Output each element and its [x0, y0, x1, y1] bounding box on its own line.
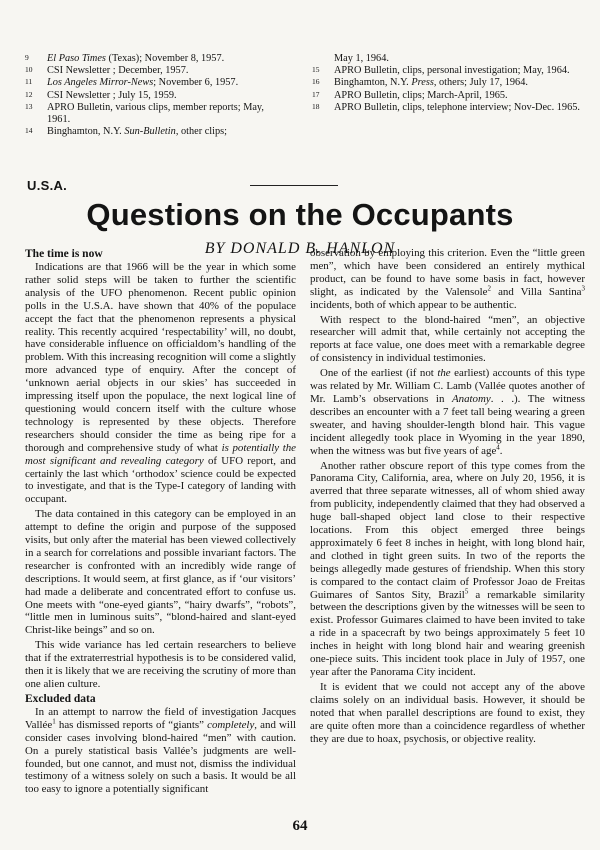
- article-byline: BY DONALD B. HANLON: [204, 240, 396, 257]
- subheading-time-is-now: The time is now: [25, 248, 103, 260]
- paragraph: The data contained in this category can be employed in an attempt to define the origin and purpose of the supposed visits, but only after the material has been viewed collectively in a search for correlations and possible invariant factors. The researcher is confronted with an incredibly wide range of descriptions. It would seem, at first glance, as if ‘our visitors’ had made a deliberate and concentrated effort to confuse us. One meets with “one-eyed giants”, “hairy dwarfs”, “robots”, “little men in luminous suits”, “blond-haired and slant-eyed Christ-like beings” and so on.: [25, 508, 296, 637]
- paragraph: observation by employing this criterion. Even the “little green men”, which have been considered an entirely mythical product, can be found to have some basis in fact, however slight, as indicated by the Valensole$^2$ and Villa Santina$^3$ incidents, both of which appear to be authentic.: [310, 247, 586, 311]
- paragraph: It is evident that we could not accept any of the above claims solely on an individual basis. However, it should be noted that when parallel descriptions are found to exist, they are quite often more than a coincidence regardless of whether they are due to hoax, psychosis, or objective reality.: [310, 680, 585, 745]
- body-column-left: [25, 248, 296, 798]
- footnote-15: 15 APRO Bulletin, clips, personal investigation; May, 1964.: [312, 65, 570, 77]
- body-column-right: [310, 247, 585, 747]
- paragraph: One of the earliest (if not the earliest) accounts of this type was related by Mr. William C. Lamb (Vallée quotes another of Mr. Lamb’s observations in Anatomy. . .). The witness describes an encounter with a 7 feet tall being wearing a green sweater, and having shoulder-length blond hair. This vague incident allegedly took place in Wyoming in the year 1890, when the witness was but five years of age$^4$.: [310, 367, 586, 457]
- paragraph: Indications are that 1966 will be the year in which some rather solid steps will be taken to further the scientific analysis of the UFO phenomenon. Recent public opinion polls in the U.S.A. have shown that 40% of the populace accept the fact that the phenomenon represents a physical reality. This recently acquired ‘respectability’ will, no doubt, have considerable influence on officialdom’s handling of the problem. With this increasing recognition will come a slightly more advanced type of enquiry. After the concept of ‘unknown aerial objects in our skies’ has succeeded in impressing itself upon the populace, the next logical line of questioning would concern itself with the culture whose technology is represented by these objects. Therefore researchers should consider the time as being ripe for a thorough and comprehensive study of what is potentially the most significant and revealing category of UFO report, and certainly the last which ‘orthodox’ science could be expected to investigate, and that is the Type-I category of landing with occupant.: [25, 261, 296, 506]
- footnote-18: 18 APRO Bulletin, clips, telephone interview; Nov-Dec. 1965.: [312, 101, 580, 113]
- footnote-14-continued: May 1, 1964.: [334, 53, 389, 64]
- footnote-10: 10 CSI Newsletter ; December, 1957.: [25, 65, 189, 77]
- footnote-17: 17 APRO Bulletin, clips; March-April, 1965.: [312, 89, 508, 101]
- section-label: U.S.A.: [27, 178, 68, 193]
- footnote-12: 12 CSI Newsletter ; July 15, 1959.: [25, 89, 177, 101]
- footnote-14: 14 Binghamton, N.Y. Sun-Bulletin, other clips;: [25, 126, 228, 138]
- article-title: Questions on the Occupants: [86, 197, 514, 232]
- footnotes-left: [25, 53, 287, 138]
- paragraph: This wide variance has led certain researchers to believe that if the extraterrestrial hypothesis is to be considered valid, then it is likely that we are receiving the scrutiny of more than one alien culture.: [25, 639, 296, 690]
- paragraph: With respect to the blond-haired “men”, an objective researcher will admit that, while certainly not accepting the reports at face value, one does meet with a remarkable degree of consistency in individual testimonies.: [310, 313, 585, 365]
- footnote-9: 9 El Paso Times (Texas); November 8, 1957.: [25, 53, 225, 64]
- footnote-11: 11 Los Angeles Mirror-News; November 6, 1957.: [25, 77, 239, 89]
- subheading-excluded-data: Excluded data: [25, 692, 96, 705]
- footnotes-right: [312, 53, 584, 114]
- footnote-13: 13 APRO Bulletin, various clips, member reports; May, 1961.: [25, 101, 264, 126]
- footnote-16: 16 Binghamton, N.Y. Press, others; July 17, 1964.: [312, 77, 528, 89]
- paragraph: In an attempt to narrow the field of investigation Jacques Vallée$^1$ has dismissed reports of “giants” completely, and will consider cases involving blond-haired “men” with caution. On a purely statistical basis Vallée’s judgments are well-founded, but one cannot, and must not, dismiss the individual testimony of a witness solely on such a basis. It would be all too easy to ignore a potentially significant: [25, 705, 296, 796]
- paragraph: Another rather obscure report of this type comes from the Panorama City, California, area, where on July 20, 1956, it is averred that three separate witnesses, all of whom shied away from publicity, independently claimed that they had observed a huge ball-shaped object land close to their respective locations. From this object emerged three beings approximately 6 feet 8 inches in height, with long blond hair, and clothed in tight green suits. In two of the reports the beings allegedly made gestures of friendship. When this story is compared to the contact claim of Professor Joao de Freitas Guimares of Santos Sity, Brazil$^5$ a remarkable similarity between the descriptions given by the witnesses will be seen to exist. Professor Guimares claimed to have been invited to take a ride in a spacecraft by two beings approximately 5 feet 10 inches in height with long blond hair and wearing greenish one-piece suits. This incident took place in July of 1957, one year after the Panorama City incident.: [310, 459, 585, 678]
- divider-rule: [250, 185, 338, 186]
- page-number: 64: [292, 818, 308, 834]
